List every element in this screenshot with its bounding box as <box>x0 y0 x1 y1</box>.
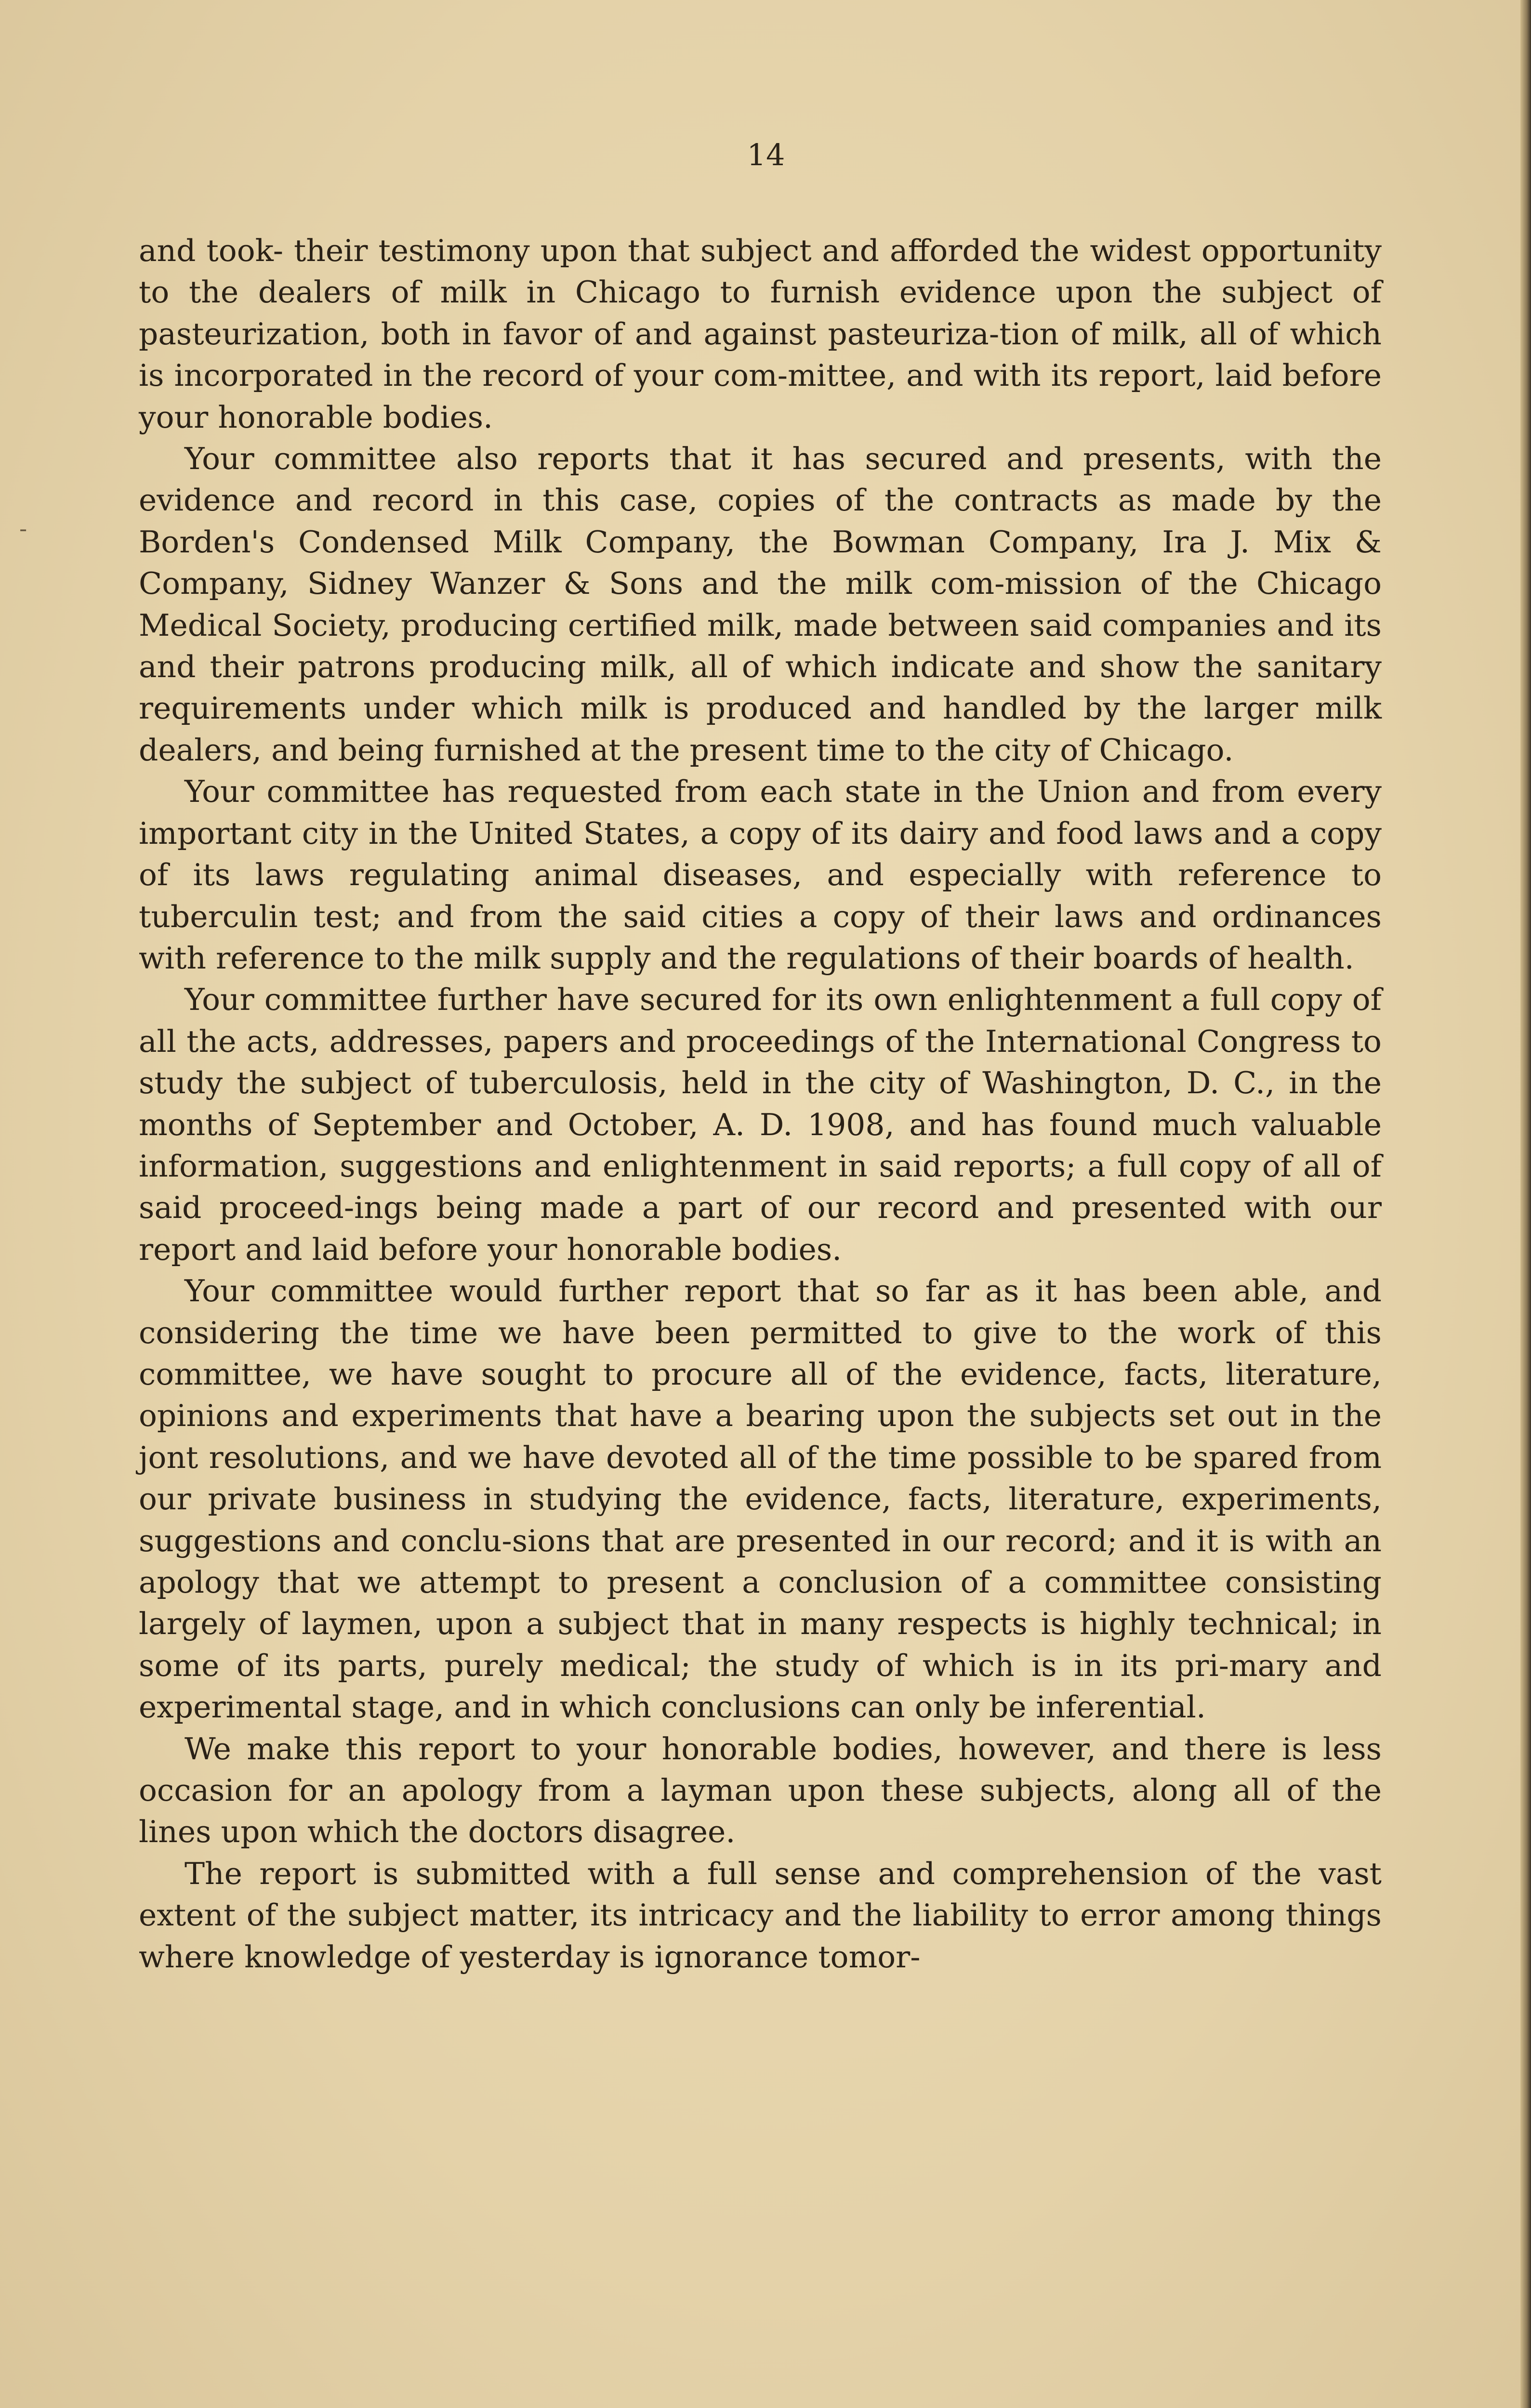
paragraph-evidence: Your committee would further report that so far as it has been able, and considering the time we have been permitted to give to the work of this committee, we have sought to procure all of the evidence, facts, literature, opinions and experiments that have a bearing upon the subjects set out in the jont resolutions, and we have devoted all of the time possible to be spared from our private business in studying the evidence, facts, literature, experiments, suggestions and conclu-sions that are presented in our record; and it is with an apology that we attempt to present a conclusion of a committee consisting largely of laymen, upon a subject that in many respects is highly technical; in some of its parts, purely medical; the study of which is in its pri-mary and experimental stage, and in which conclusions can only be inferential. <box>139 1273 1382 1725</box>
paragraph-submission: The report is submitted with a full sense and comprehension of the vast extent of the subject matter, its intricacy and the liability to error among things where knowledge of yesterday is ignorance tomor- <box>139 1856 1382 1975</box>
paragraph-state-laws: Your committee has requested from each state in the Union and from every important city in the United States, a copy of its dairy and food laws and a copy of its laws regulating animal diseases, and especially with reference to tuberculin test; and from the said cities a copy of their laws and ordinances with reference to the milk supply and the regulations of their boards of health. <box>139 774 1382 976</box>
margin-tick: - <box>19 515 27 542</box>
body-text <box>139 230 1382 1978</box>
paragraph-congress: Your committee further have secured for its own enlightenment a full copy of all the acts, addresses, papers and proceedings of the International Congress to study the subject of tuberculosis, held in the city of Washington, D. C., in the months of September and October, A. D. 1908, and has found much valuable information, suggestions and enlightenment in said reports; a full copy of all of said proceed-ings being made a part of our record and presented with our report and laid before your honorable bodies. <box>139 982 1382 1267</box>
paragraph-continued: and took- their testimony upon that subject and afforded the widest opportunity to the dealers of milk in Chicago to furnish evidence upon the subject of pasteurization, both in favor of and against pasteuriza-tion of milk, all of which is incorporated in the record of your com-mittee, and with its report, laid before your honorable bodies. <box>139 233 1382 435</box>
paragraph-apology: We make this report to your honorable bodies, however, and there is less occasion for an apology from a layman upon these subjects, along all of the lines upon which the doctors disagree. <box>139 1731 1382 1850</box>
paragraph-contracts: Your committee also reports that it has secured and presents, with the evidence and record in this case, copies of the contracts as made by the Borden's Condensed Milk Company, the Bowman Company, Ira J. Mix & Company, Sidney Wanzer & Sons and the milk com-mission of the Chicago Medical Society, producing certified milk, made between said companies and its and their patrons producing milk, all of which indicate and show the sanitary requirements under which milk is produced and handled by the larger milk dealers, and being furnished at the present time to the city of Chicago. <box>139 441 1382 768</box>
page-edge-shadow <box>1520 0 1531 2408</box>
page-number: 14 <box>747 137 785 172</box>
